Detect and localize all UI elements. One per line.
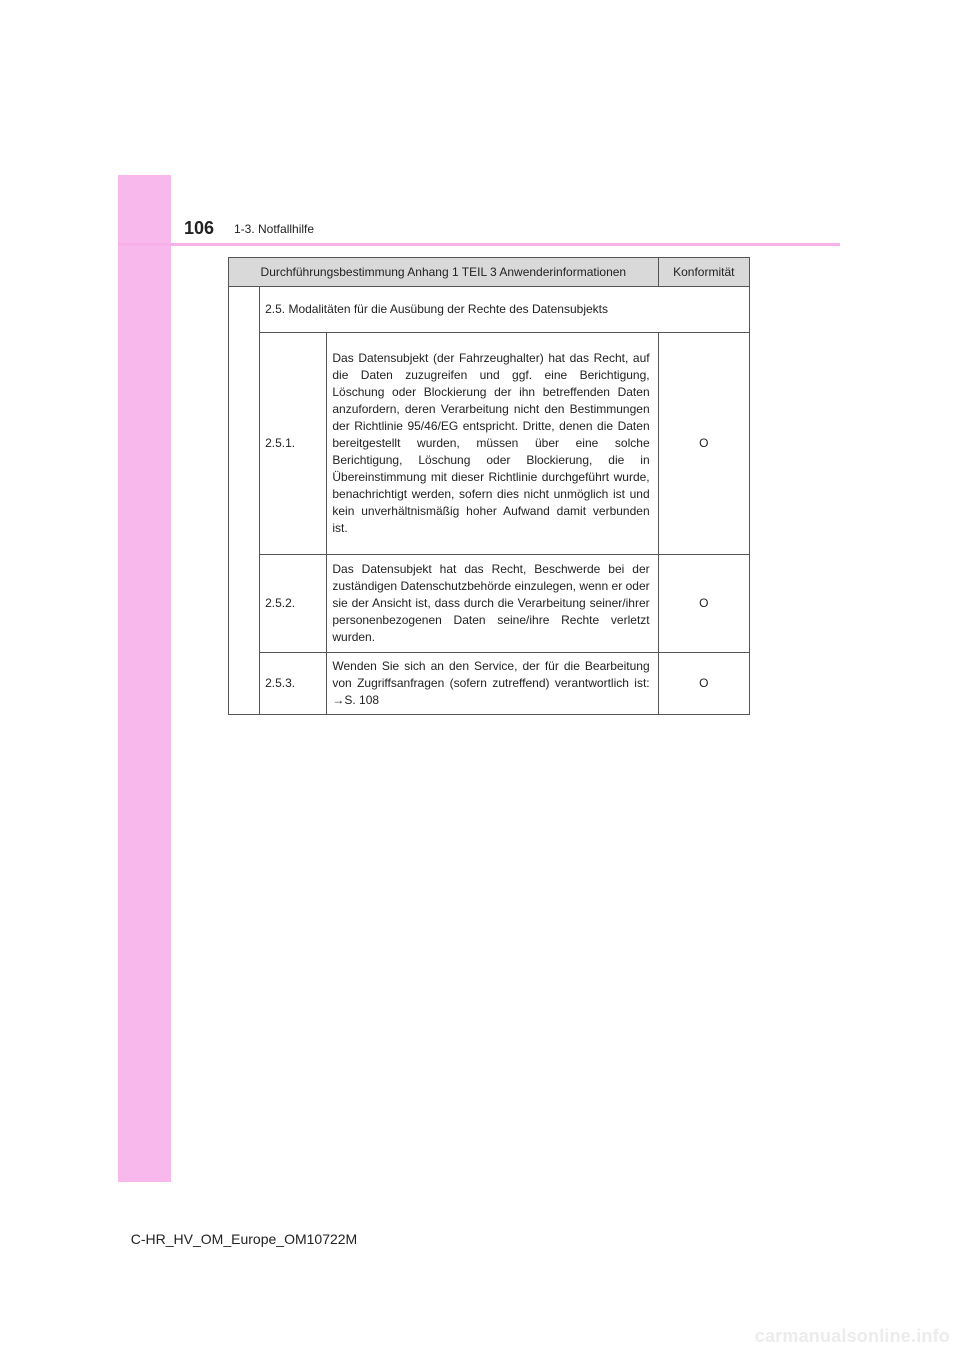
indent-cell — [229, 287, 260, 715]
row-text: Das Datensubjekt hat das Recht, Beschwerde bei der zuständigen Datenschutzbehörde einzulegen, wenn er oder sie der Ansicht ist, dass durch die Verarbeitung seiner/ihrer personenbezogenen Daten seine/ihre Rechte verletzt wurden. — [327, 555, 658, 653]
document-code: C-HR_HV_OM_Europe_OM10722M — [130, 1231, 358, 1247]
row-text: Das Datensubjekt (der Fahrzeughalter) hat das Recht, auf die Daten zuzugreifen und ggf. eine Berichtigung, Löschung oder Blockierung der ihn betreffenden Daten anzufordern, deren Verarbeitung nicht den Bestimmungen der Richtlinie 95/46/EG entspricht. Dritte, denen die Daten bereitgestellt wurden, müssen über eine solche Berichtigung, Löschung oder Blockierung, die in Übereinstimmung mit dieser Richtlinie durchgeführt wurde, benachrichtigt werden, sofern dies nicht unmöglich ist und kein unverhältnismäßig hoher Aufwand damit verbunden ist. — [327, 333, 658, 555]
row-number: 2.5.2. — [260, 555, 327, 653]
table-row — [229, 653, 750, 715]
column-header-conformity: Konformität — [658, 258, 749, 287]
section-title: 1-3. Notfallhilfe — [234, 222, 315, 236]
row-conformity: O — [658, 333, 749, 555]
page-number: 106 — [184, 218, 215, 238]
watermark: carmanualsonline.info — [754, 1326, 950, 1346]
header-rule — [118, 243, 840, 246]
table-row — [229, 333, 750, 555]
row-conformity: O — [658, 653, 749, 715]
row-number: 2.5.1. — [260, 333, 327, 555]
row-number: 2.5.3. — [260, 653, 327, 715]
page-sidebar-tab — [118, 175, 171, 1182]
row-conformity: O — [658, 555, 749, 653]
column-header-regulation: Durchführungsbestimmung Anhang 1 TEIL 3 Anwenderinformationen — [229, 258, 659, 287]
row-text: Wenden Sie sich an den Service, der für die Bearbeitung von Zugriffsanfragen (sofern zutreffend) verantwortlich ist: →S. 108 — [327, 653, 658, 715]
table-section-row — [229, 287, 750, 333]
regulation-table — [228, 257, 750, 715]
table-row — [229, 555, 750, 653]
table-header-row — [229, 258, 750, 287]
section-heading: 2.5. Modalitäten für die Ausübung der Rechte des Datensubjekts — [260, 287, 750, 333]
